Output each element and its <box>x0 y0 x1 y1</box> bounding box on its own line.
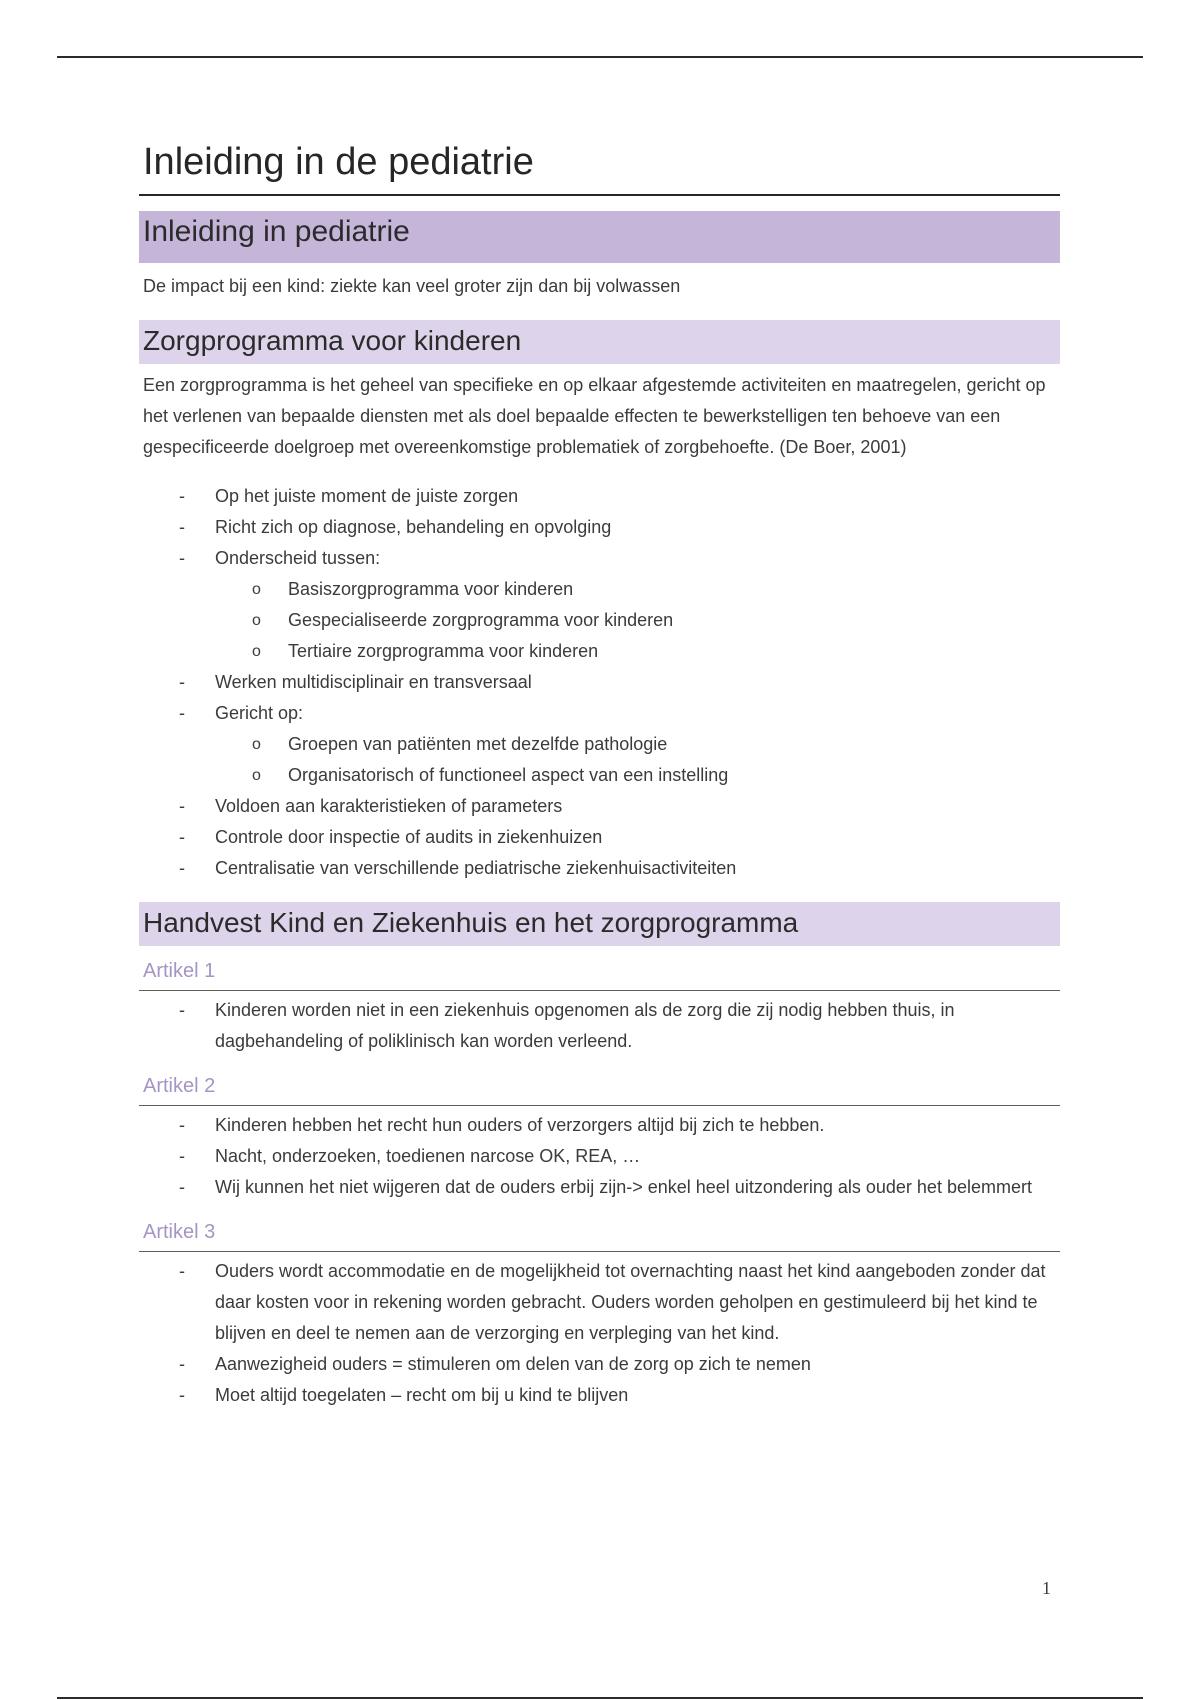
article-heading-3: Artikel 3 <box>139 1217 1060 1252</box>
list-item: - Op het juiste moment de juiste zorgen <box>139 481 1060 512</box>
list-item: - Voldoen aan karakteristieken of parameters <box>139 791 1060 822</box>
page-footer-rule <box>57 1697 1143 1699</box>
circle-marker: o <box>252 580 261 598</box>
list-item: - Onderscheid tussen: <box>139 543 1060 574</box>
article-3-bullet-list <box>139 1256 1060 1411</box>
list-item: - Nacht, onderzoeken, toedienen narcose OK, REA, … <box>139 1141 1060 1172</box>
article-2-bullet-list <box>139 1110 1060 1203</box>
list-item: - Wij kunnen het niet wijgeren dat de ouders erbij zijn-> enkel heel uitzondering als ouder het belemmert <box>139 1172 1060 1203</box>
list-item: - Ouders wordt accommodatie en de mogelijkheid tot overnachting naast het kind aangeboden zonder dat daar kosten voor in rekening worden gebracht. Ouders worden geholpen en gestimuleerd bij het kind te blijven en deel te nemen aan de verzorging en verpleging van het kind. <box>139 1256 1060 1349</box>
list-item: - Werken multidisciplinair en transversaal <box>139 667 1060 698</box>
page-header-rule <box>57 56 1143 58</box>
sub-list-item: o Groepen van patiënten met dezelfde pathologie <box>139 729 1060 760</box>
intro-text: De impact bij een kind: ziekte kan veel groter zijn dan bij volwassen <box>143 275 681 296</box>
dash-marker: - <box>179 857 185 878</box>
article-heading-2: Artikel 2 <box>139 1071 1060 1106</box>
list-item: - Richt zich op diagnose, behandeling en opvolging <box>139 512 1060 543</box>
dash-marker: - <box>179 1353 185 1374</box>
list-item: - Gericht op: <box>139 698 1060 729</box>
circle-marker: o <box>252 735 261 753</box>
article-1-bullet-list <box>139 995 1060 1057</box>
circle-marker: o <box>252 642 261 660</box>
list-item: - Moet altijd toegelaten – recht om bij u kind te blijven <box>139 1380 1060 1411</box>
dash-marker: - <box>179 1145 185 1166</box>
circle-marker: o <box>252 611 261 629</box>
dash-marker: - <box>179 547 185 568</box>
list-item: - Kinderen hebben het recht hun ouders of verzorgers altijd bij zich te hebben. <box>139 1110 1060 1141</box>
dash-marker: - <box>179 671 185 692</box>
sub-list-item: o Gespecialiseerde zorgprogramma voor kinderen <box>139 605 1060 636</box>
list-item: - Centralisatie van verschillende pediatrische ziekenhuisactiviteiten <box>139 853 1060 884</box>
dash-marker: - <box>179 1176 185 1197</box>
dash-marker: - <box>179 1384 185 1405</box>
dash-marker: - <box>179 1114 185 1135</box>
list-item: - Aanwezigheid ouders = stimuleren om delen van de zorg op zich te nemen <box>139 1349 1060 1380</box>
sub-list-item: o Basiszorgprogramma voor kinderen <box>139 574 1060 605</box>
dash-marker: - <box>179 516 185 537</box>
zorgprogramma-bullet-list <box>139 481 1060 884</box>
section-heading-intro: Inleiding in pediatrie <box>139 211 1060 263</box>
list-item: - Kinderen worden niet in een ziekenhuis opgenomen als de zorg die zij nodig hebben thuis, in dagbehandeling of poliklinisch kan worden verleend. <box>139 995 1060 1057</box>
dash-marker: - <box>179 1260 185 1281</box>
article-heading-1: Artikel 1 <box>139 956 1060 991</box>
zorgprogramma-definition: Een zorgprogramma is het geheel van specifieke en op elkaar afgestemde activiteiten en maatregelen, gericht op het verlenen van bepaalde diensten met als doel bepaalde effecten te bewerkstelligen ten behoeve van een gespecificeerde doelgroep met overeenkomstige problematiek of zorgbehoefte. (De Boer, 2001) <box>143 374 1046 457</box>
page-number: 1 <box>1042 1578 1051 1598</box>
dash-marker: - <box>179 702 185 723</box>
section-heading-handvest: Handvest Kind en Ziekenhuis en het zorgprogramma <box>139 902 1060 946</box>
sub-list-item: o Organisatorisch of functioneel aspect van een instelling <box>139 760 1060 791</box>
document-body <box>139 140 1060 1411</box>
sub-list-item: o Tertiaire zorgprogramma voor kinderen <box>139 636 1060 667</box>
dash-marker: - <box>179 826 185 847</box>
circle-marker: o <box>252 766 261 784</box>
dash-marker: - <box>179 999 185 1020</box>
section-heading-zorgprogramma: Zorgprogramma voor kinderen <box>139 320 1060 364</box>
dash-marker: - <box>179 485 185 506</box>
dash-marker: - <box>179 795 185 816</box>
document-title: Inleiding in de pediatrie <box>139 140 1060 196</box>
list-item: - Controle door inspectie of audits in ziekenhuizen <box>139 822 1060 853</box>
